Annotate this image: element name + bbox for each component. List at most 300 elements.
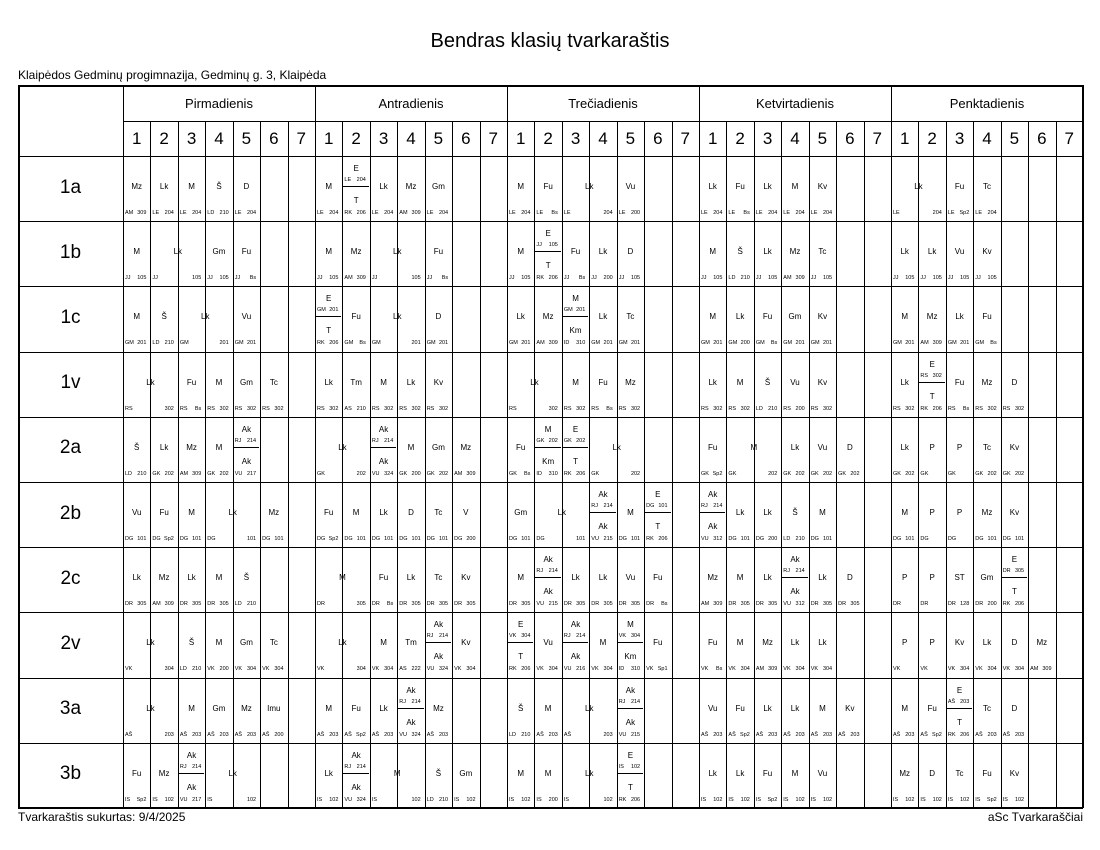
period-header: 4	[982, 129, 992, 148]
lesson-subject: Lk	[763, 182, 772, 191]
lesson-teacher: GM	[563, 307, 573, 314]
lesson-room: 214	[384, 437, 394, 444]
period-header: 1	[707, 129, 718, 148]
lesson-subject: Kv	[817, 377, 828, 387]
lesson-teacher: ID	[618, 666, 625, 673]
lesson-teacher: DG	[755, 536, 765, 542]
lesson-teacher: VK	[125, 666, 133, 673]
lesson-subject: Ak	[598, 490, 608, 499]
split-divider	[343, 773, 368, 774]
lesson-teacher: VK	[262, 666, 270, 673]
lesson-cell	[590, 287, 615, 350]
lesson-cell	[618, 222, 643, 285]
lesson-teacher: VK	[646, 666, 654, 673]
lesson-teacher: GK	[317, 470, 325, 477]
lesson-room: 312	[713, 536, 723, 542]
lesson-room: 200	[274, 731, 284, 738]
lesson-teacher: DR	[618, 601, 627, 608]
lesson-subject: Ak	[790, 555, 800, 565]
lesson-teacher: GM	[975, 340, 985, 347]
lesson-teacher: RJ	[234, 437, 242, 444]
lesson-room: Bs	[551, 210, 558, 216]
lesson-room: 200	[795, 405, 805, 412]
lesson-teacher: AŠ	[125, 731, 133, 738]
lesson-room: Sp2	[740, 731, 750, 738]
lesson-room: 203	[164, 731, 174, 738]
lesson-subject: Gm	[431, 442, 445, 452]
lesson-teacher: RK	[1002, 601, 1011, 608]
lesson-teacher: RK	[618, 796, 627, 803]
lesson-room: 204	[384, 210, 394, 216]
lesson-teacher: DG	[920, 536, 929, 542]
lesson-subject: Lk	[173, 247, 183, 257]
lesson-room: 304	[466, 666, 476, 673]
lesson-cell	[892, 679, 917, 742]
lesson-subject: M	[627, 620, 634, 630]
period-header: 7	[680, 129, 690, 148]
lesson-subject: Mz	[789, 247, 801, 257]
lesson-cell	[371, 613, 396, 676]
lesson-subject: Lk	[228, 508, 237, 517]
lesson-room: 202	[768, 470, 778, 477]
lesson-room: 101	[438, 536, 449, 542]
lesson-teacher: GM	[426, 340, 436, 347]
lesson-subject: Gm	[212, 247, 226, 257]
lesson-teacher: AŠ	[920, 731, 928, 738]
lesson-subject: Gm	[459, 768, 473, 778]
lesson-subject: Tc	[434, 508, 443, 517]
lesson-cell	[1002, 613, 1027, 676]
lesson-cell	[974, 287, 999, 350]
lesson-teacher: AŠ	[838, 731, 846, 738]
lesson-subject: Mz	[1036, 638, 1048, 648]
lesson-teacher: LE	[728, 210, 736, 216]
lesson-cell	[974, 353, 999, 416]
lesson-room: 102	[740, 796, 750, 803]
lesson-subject: Mz	[433, 703, 444, 713]
lesson-room: 203	[987, 731, 997, 738]
grid-line	[644, 121, 645, 808]
lesson-room: 305	[356, 601, 366, 608]
split-divider	[618, 642, 643, 643]
lesson-subject: Vu	[707, 703, 718, 713]
lesson-room: 305	[822, 601, 833, 608]
lesson-room: Sp1	[657, 666, 668, 673]
lesson-room: 202	[576, 437, 586, 444]
lesson-room: 200	[740, 340, 750, 347]
lesson-room: 206	[521, 666, 531, 673]
lesson-subject: Lk	[146, 638, 155, 648]
lesson-subject: M	[339, 573, 346, 583]
lesson-room: 304	[548, 666, 558, 673]
lesson-subject: Ak	[378, 456, 389, 466]
lesson-room: 203	[438, 731, 449, 738]
lesson-teacher: LE	[755, 210, 763, 216]
lesson-teacher: RS	[371, 405, 380, 412]
lesson-cell	[453, 744, 478, 807]
lesson-teacher: RJ	[618, 698, 626, 705]
lesson-subject: Fu	[241, 247, 252, 257]
lesson-teacher: DR	[838, 601, 847, 608]
lesson-teacher: RS	[509, 405, 517, 412]
lesson-teacher: AS	[399, 666, 407, 673]
lesson-cell	[947, 744, 972, 807]
lesson-subject: Fu	[954, 182, 965, 191]
lesson-teacher: AM	[701, 601, 710, 608]
period-header: 5	[433, 129, 444, 148]
lesson-teacher: LE	[947, 210, 955, 216]
lesson-cell	[727, 353, 752, 416]
lesson-room: 201	[411, 340, 421, 347]
lesson-subject: Ak	[543, 555, 553, 565]
lesson-subject: Ak	[186, 750, 197, 760]
lesson-room: Bs	[743, 210, 750, 216]
lesson-cell	[892, 157, 945, 220]
lesson-cell	[234, 287, 259, 350]
lesson-cell	[618, 613, 643, 676]
lesson-cell	[892, 744, 917, 807]
lesson-teacher: AM	[783, 275, 792, 282]
lesson-room: 201	[438, 340, 449, 347]
lesson-teacher: VK	[893, 666, 901, 673]
lesson-cell	[453, 548, 478, 611]
lesson-subject: M	[709, 247, 717, 257]
lesson-teacher: IS	[810, 796, 816, 803]
lesson-room: 210	[219, 210, 229, 216]
lesson-subject: M	[517, 573, 525, 583]
lesson-subject: Mz	[460, 442, 472, 452]
lesson-teacher: GK	[947, 470, 956, 477]
lesson-room: 202	[630, 470, 641, 477]
lesson-cell	[892, 548, 917, 611]
lesson-cell	[892, 418, 917, 481]
lesson-teacher: AM	[536, 340, 545, 347]
lesson-room: 309	[356, 275, 366, 282]
lesson-cell	[645, 548, 670, 611]
lesson-room: 210	[740, 275, 750, 282]
lesson-subject: P	[929, 508, 935, 517]
lesson-cell	[563, 613, 588, 676]
lesson-teacher: DG	[728, 536, 737, 542]
lesson-subject: Mz	[981, 508, 993, 517]
lesson-cell	[151, 222, 204, 285]
lesson-cell	[810, 353, 835, 416]
lesson-room: 304	[1014, 666, 1025, 673]
lesson-cell	[426, 679, 451, 742]
lesson-room: Sp2	[986, 796, 997, 803]
lesson-cell	[974, 744, 999, 807]
lesson-teacher: RS	[920, 372, 929, 379]
lesson-subject: D	[929, 768, 936, 778]
lesson-subject: Kv	[1009, 768, 1020, 778]
lesson-subject: M	[517, 247, 525, 257]
lesson-subject: Lk	[982, 638, 992, 648]
lesson-cell	[371, 548, 396, 611]
lesson-subject: Kv	[461, 638, 471, 648]
lesson-subject: E	[655, 490, 661, 499]
lesson-room: 200	[466, 536, 476, 542]
created-date: Tvarkaraštis sukurtas: 9/4/2025	[18, 810, 186, 824]
lesson-teacher: DR	[509, 601, 517, 608]
lesson-cell	[563, 222, 588, 285]
lesson-room: 309	[768, 666, 778, 673]
lesson-room: 203	[960, 698, 970, 705]
lesson-cell	[535, 548, 560, 611]
lesson-teacher: GK	[509, 470, 517, 477]
lesson-room: 101	[740, 536, 750, 542]
lesson-cell	[234, 222, 259, 285]
day-header: Antradienis	[378, 96, 444, 111]
lesson-subject: Ak	[543, 587, 553, 597]
lesson-cell	[508, 222, 533, 285]
lesson-teacher: JJ	[591, 275, 597, 282]
lesson-teacher: DR	[563, 601, 572, 608]
lesson-room: 203	[219, 731, 229, 738]
lesson-subject: Mz	[762, 638, 773, 648]
lesson-room: 309	[164, 601, 174, 608]
lesson-room: 309	[932, 340, 942, 347]
lesson-cell	[151, 548, 176, 611]
lesson-teacher: GK	[893, 470, 901, 477]
lesson-cell	[151, 744, 176, 807]
lesson-subject: Kv	[1009, 508, 1020, 517]
lesson-room: 101	[1014, 536, 1025, 542]
split-divider	[590, 512, 615, 513]
lesson-cell	[1029, 613, 1054, 676]
lesson-subject: M	[380, 638, 387, 648]
lesson-teacher: AŠ	[947, 698, 956, 705]
lesson-cell	[727, 287, 752, 350]
lesson-teacher: AŠ	[701, 731, 709, 738]
lesson-teacher: GM	[179, 340, 189, 347]
lesson-cell	[782, 679, 807, 742]
lesson-room: 304	[274, 666, 284, 673]
lesson-teacher: RS	[234, 405, 243, 412]
lesson-room: 210	[164, 340, 174, 347]
lesson-teacher: VK	[207, 666, 215, 673]
lesson-room: 201	[603, 340, 613, 347]
lesson-room: 210	[768, 405, 778, 412]
period-header: 3	[762, 129, 773, 148]
lesson-cell	[179, 679, 204, 742]
lesson-cell	[974, 679, 999, 742]
lesson-teacher: DR	[728, 601, 737, 608]
lesson-subject: Kv	[954, 638, 965, 648]
period-header: 2	[351, 129, 361, 148]
lesson-teacher: DR	[893, 601, 901, 608]
lesson-room: 305	[219, 601, 229, 608]
lesson-cell	[234, 353, 259, 416]
lesson-cell	[755, 353, 780, 416]
lesson-subject: Km	[624, 652, 637, 662]
lesson-cell	[700, 548, 725, 611]
split-divider	[371, 447, 396, 448]
lesson-teacher: LE	[317, 210, 324, 216]
lesson-subject: Fu	[762, 312, 773, 322]
lesson-room: 302	[246, 405, 257, 412]
lesson-room: 302	[329, 405, 339, 412]
lesson-teacher: RS	[125, 405, 133, 412]
lesson-cell	[782, 613, 807, 676]
lesson-room: 304	[164, 666, 174, 673]
lesson-cell	[151, 287, 176, 350]
lesson-teacher: DG	[975, 536, 984, 542]
lesson-subject: T	[929, 391, 935, 401]
lesson-room: 206	[356, 210, 366, 216]
lesson-teacher: DG	[618, 536, 627, 542]
lesson-cell	[234, 157, 259, 220]
lesson-room: 202	[164, 470, 174, 477]
lesson-cell	[892, 353, 917, 416]
lesson-cell	[810, 613, 835, 676]
lesson-room: 304	[987, 666, 997, 673]
lesson-cell	[947, 287, 972, 350]
lesson-room: 310	[630, 666, 641, 673]
lesson-cell	[837, 679, 862, 742]
period-header: 6	[269, 129, 279, 148]
lesson-room: 200	[548, 796, 558, 803]
lesson-room: 105	[219, 275, 229, 282]
lesson-room: 305	[630, 601, 641, 608]
lesson-teacher: IS	[536, 796, 542, 803]
lesson-room: 214	[713, 503, 723, 509]
lesson-subject: Gm	[514, 508, 528, 517]
lesson-cell	[755, 157, 780, 220]
lesson-cell	[919, 548, 944, 611]
period-header: 5	[817, 129, 828, 148]
lesson-subject: Lk	[598, 573, 608, 583]
lesson-teacher: LE	[810, 210, 818, 216]
lesson-cell	[782, 353, 807, 416]
lesson-room: 302	[822, 405, 833, 412]
lesson-teacher: JJ	[701, 275, 707, 282]
lesson-subject: M	[819, 508, 826, 517]
lesson-room: 215	[548, 601, 558, 608]
lesson-room: 204	[932, 210, 942, 216]
lesson-subject: T	[1011, 587, 1017, 597]
lesson-room: 105	[905, 275, 915, 282]
lesson-subject: E	[572, 424, 579, 434]
lesson-cell	[398, 679, 423, 742]
lesson-subject: Lk	[763, 703, 772, 713]
lesson-teacher: LE	[426, 210, 434, 216]
lesson-cell	[590, 483, 615, 546]
lesson-room: 214	[795, 568, 805, 575]
lesson-subject: Vu	[241, 312, 252, 322]
lesson-teacher: JJ	[920, 275, 926, 282]
lesson-teacher: IS	[893, 796, 899, 803]
lesson-teacher: VK	[728, 666, 736, 673]
lesson-teacher: JJ	[234, 275, 241, 282]
lesson-room: 202	[987, 470, 997, 477]
lesson-subject: Lk	[763, 508, 772, 517]
split-divider	[535, 251, 560, 252]
lesson-subject: M	[215, 377, 223, 387]
lesson-room: 305	[137, 601, 147, 608]
lesson-cell	[974, 483, 999, 546]
split-divider	[563, 642, 588, 643]
lesson-room: 214	[603, 503, 613, 509]
lesson-cell	[837, 418, 862, 481]
lesson-teacher: LE	[618, 210, 626, 216]
lesson-cell	[563, 418, 588, 481]
split-divider	[508, 642, 533, 643]
lesson-teacher: DG	[317, 536, 326, 542]
lesson-room: Sp2	[959, 210, 970, 216]
lesson-cell	[700, 744, 725, 807]
lesson-teacher: AŠ	[563, 731, 572, 738]
lesson-room: 202	[438, 470, 449, 477]
lesson-cell	[261, 679, 286, 742]
lesson-teacher: IS	[975, 796, 981, 803]
lesson-room: 309	[137, 210, 147, 216]
lesson-subject: M	[325, 703, 333, 713]
lesson-subject: Lk	[338, 638, 347, 648]
lesson-cell	[234, 548, 259, 611]
lesson-subject: Imu	[267, 703, 281, 713]
lesson-subject: Mz	[158, 573, 170, 583]
split-divider	[316, 316, 341, 317]
lesson-cell	[563, 157, 616, 220]
lesson-cell	[535, 744, 560, 807]
lesson-cell	[947, 222, 972, 285]
lesson-cell	[426, 222, 451, 285]
lesson-subject: Lk	[900, 247, 909, 257]
lesson-subject: Lk	[735, 312, 745, 322]
lesson-cell	[590, 613, 615, 676]
lesson-room: Bs	[770, 340, 778, 347]
lesson-cell	[343, 287, 368, 350]
lesson-room: 302	[411, 405, 421, 412]
lesson-cell	[947, 483, 972, 546]
lesson-teacher: LD	[125, 470, 133, 477]
grid-line	[672, 121, 673, 808]
lesson-cell	[206, 222, 231, 285]
lesson-cell	[892, 287, 917, 350]
lesson-subject: Lk	[146, 377, 155, 387]
lesson-cell	[508, 679, 533, 742]
lesson-room: 210	[246, 601, 257, 608]
lesson-teacher: RJ	[783, 568, 791, 575]
lesson-subject: Ak	[241, 424, 252, 434]
lesson-cell	[590, 418, 643, 481]
lesson-subject: Lk	[393, 247, 402, 257]
lesson-teacher: AŠ	[1002, 731, 1011, 738]
lesson-room: 309	[1042, 666, 1052, 673]
lesson-subject: Tc	[818, 247, 827, 257]
lesson-teacher: RK	[536, 275, 545, 282]
lesson-subject: M	[736, 377, 744, 387]
lesson-cell	[919, 222, 944, 285]
lesson-room: 204	[822, 210, 833, 216]
lesson-room: 210	[137, 470, 147, 477]
lesson-cell	[124, 418, 149, 481]
lesson-teacher: LE	[783, 210, 791, 216]
lesson-subject: Fu	[762, 768, 773, 778]
lesson-cell	[782, 157, 807, 220]
lesson-subject: M	[750, 442, 758, 452]
lesson-room: 302	[987, 405, 997, 412]
lesson-teacher: GM	[947, 340, 957, 347]
lesson-cell	[535, 679, 560, 742]
lesson-room: 204	[438, 210, 449, 216]
lesson-cell	[343, 353, 368, 416]
lesson-teacher: IS	[1002, 796, 1008, 803]
lesson-subject: Lk	[790, 703, 800, 713]
lesson-subject: Lk	[324, 377, 333, 387]
lesson-teacher: VU	[234, 470, 243, 477]
lesson-subject: M	[544, 703, 552, 713]
